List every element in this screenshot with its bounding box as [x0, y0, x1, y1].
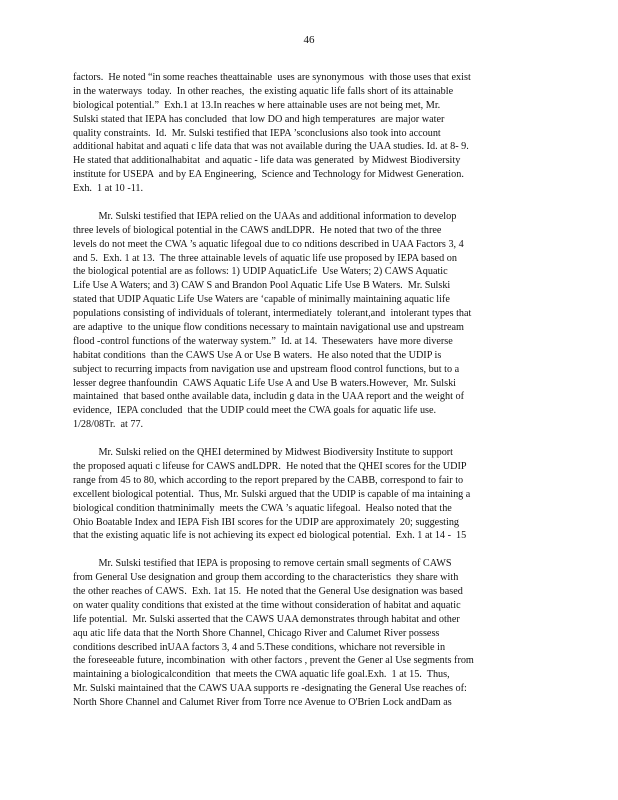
text-line: Sulski stated that IEPA has concluded that low DO and high temperatures are major water — [73, 113, 445, 125]
text-line: stated that UDIP Aquatic Life Use Waters are ‘capable of minimally maintaining aquatic life — [73, 294, 450, 306]
page-number: 46 — [303, 34, 315, 46]
text-line: in the waterways today. In other reaches, the existing aquatic life falls short of its attainable — [73, 85, 454, 97]
text-line: North Shore Channel and Calumet River from Torre nce Avenue to O'Brien Lock andDam as — [73, 697, 452, 709]
text-line: additional habitat and aquati c life data that was not available during the UAA studies. Id. at 8- 9. — [73, 141, 469, 153]
text-line: flood -control functions of the waterway system.” Id. at 14. Thesewaters have more diverse — [73, 335, 453, 347]
text-line: factors. He noted “in some reaches theattainable uses are synonymous with those uses that exist — [73, 72, 471, 83]
text-line: Mr. Sulski maintained that the CAWS UAA supports re -designating the General Use reaches of: — [73, 683, 467, 695]
text-line: the biological potential are as follows: 1) UDIP AquaticLife Use Waters; 2) CAWS Aquatic — [73, 266, 448, 278]
text-line: from General Use designation and group them according to the characteristics they share with — [73, 572, 459, 584]
paragraph — [73, 71, 543, 196]
text-line: maintaining a biologicalcondition that meets the CWA aquatic life goal.Exh. 1 at 15. Thus, — [73, 669, 450, 681]
text-line: 1/28/08Tr. at 77. — [73, 419, 144, 431]
text-line: habitat conditions than the CAWS Use A or Use B waters. He also noted that the UDIP is — [73, 349, 442, 361]
body-text — [73, 71, 543, 710]
text-line: Ohio Boatable Index and IEPA Fish IBI scores for the UDIP are approximately 20; suggesting — [73, 516, 460, 528]
text-line: on water quality conditions that existed at the time without consideration of habitat and aquatic — [73, 599, 461, 611]
text-line: the foreseeable future, incombination with other factors , prevent the Gener al Use segments from — [73, 655, 474, 667]
text-line: subject to recurring impacts from navigation use and upstream flood control functions, but to a — [73, 363, 460, 375]
text-line: institute for USEPA and by EA Engineering, Science and Technology for Midwest Generation. — [73, 169, 464, 181]
text-line: levels do not meet the CWA ’s aquatic lifegoal due to co nditions described in UAA Factors 3, 4 — [73, 238, 464, 250]
text-line: Mr. Sulski testified that IEPA relied on the UAAs and additional information to develop — [73, 210, 457, 222]
text-line: Life Use A Waters; and 3) CAW S and Brandon Pool Aquatic Life Use B Waters. Mr. Sulski — [73, 280, 451, 292]
text-line: conditions described inUAA factors 3, 4 and 5.These conditions, whichare not reversible in — [73, 641, 446, 653]
text-line: biological condition thatminimally meets the CWA ’s aquatic lifegoal. Healso noted that the — [73, 502, 452, 514]
text-line: lesser degree thanfoundin CAWS Aquatic Life Use A and Use B waters.However, Mr. Sulski — [73, 377, 456, 389]
text-line: the other reaches of CAWS. Exh. 1at 15. He noted that the General Use designation was based — [73, 585, 463, 597]
text-line: He stated that additionalhabitat and aquatic - life data was generated by Midwest Biodiversity — [73, 155, 461, 167]
paragraph — [73, 446, 543, 543]
text-line: maintained that based onthe available data, includin g data in the UAA report and the weight of — [73, 391, 464, 403]
text-line: the proposed aquati c lifeuse for CAWS andLDPR. He noted that the QHEI scores for the UDIP — [73, 460, 467, 472]
paragraph — [73, 210, 543, 432]
paragraph — [73, 557, 543, 710]
text-line: range from 45 to 80, which according to the report prepared by the CABB, correspond to fair to — [73, 474, 464, 486]
text-line: evidence, IEPA concluded that the UDIP could meet the CWA goals for aquatic life use. — [73, 405, 437, 417]
text-line: aqu atic life data that the North Shore Channel, Chicago River and Calumet River possess — [73, 627, 440, 639]
text-line: are adaptive to the unique flow conditions necessary to maintain navigational use and upstream — [73, 322, 464, 334]
text-line: quality constraints. Id. Mr. Sulski testified that IEPA ’sconclusions also took into account — [73, 127, 441, 139]
text-line: that the existing aquatic life is not achieving its expect ed biological potential. Exh. 1 at 14 - 15 — [73, 530, 467, 542]
text-line: excellent biological potential. Thus, Mr. Sulski argued that the UDIP is capable of ma intaining a — [73, 488, 471, 500]
text-line: Mr. Sulski testified that IEPA is proposing to remove certain small segments of CAWS — [73, 558, 452, 570]
text-line: life potential. Mr. Sulski asserted that the CAWS UAA demonstrates through habitat and other — [73, 613, 460, 625]
text-line: populations consisting of individuals of tolerant, intermediately tolerant,and intolerant types that — [73, 308, 472, 320]
text-line: three levels of biological potential in the CAWS andLDPR. He noted that two of the three — [73, 224, 442, 236]
text-line: biological potential.” Exh.1 at 13.In reaches w here attainable uses are not being met, Mr. — [73, 99, 441, 111]
text-line: Exh. 1 at 10 -11. — [73, 183, 144, 195]
text-line: and 5. Exh. 1 at 13. The three attainable levels of aquatic life use proposed by IEPA based on — [73, 252, 457, 264]
text-line: Mr. Sulski relied on the QHEI determined by Midwest Biodiversity Institute to support — [73, 447, 454, 459]
